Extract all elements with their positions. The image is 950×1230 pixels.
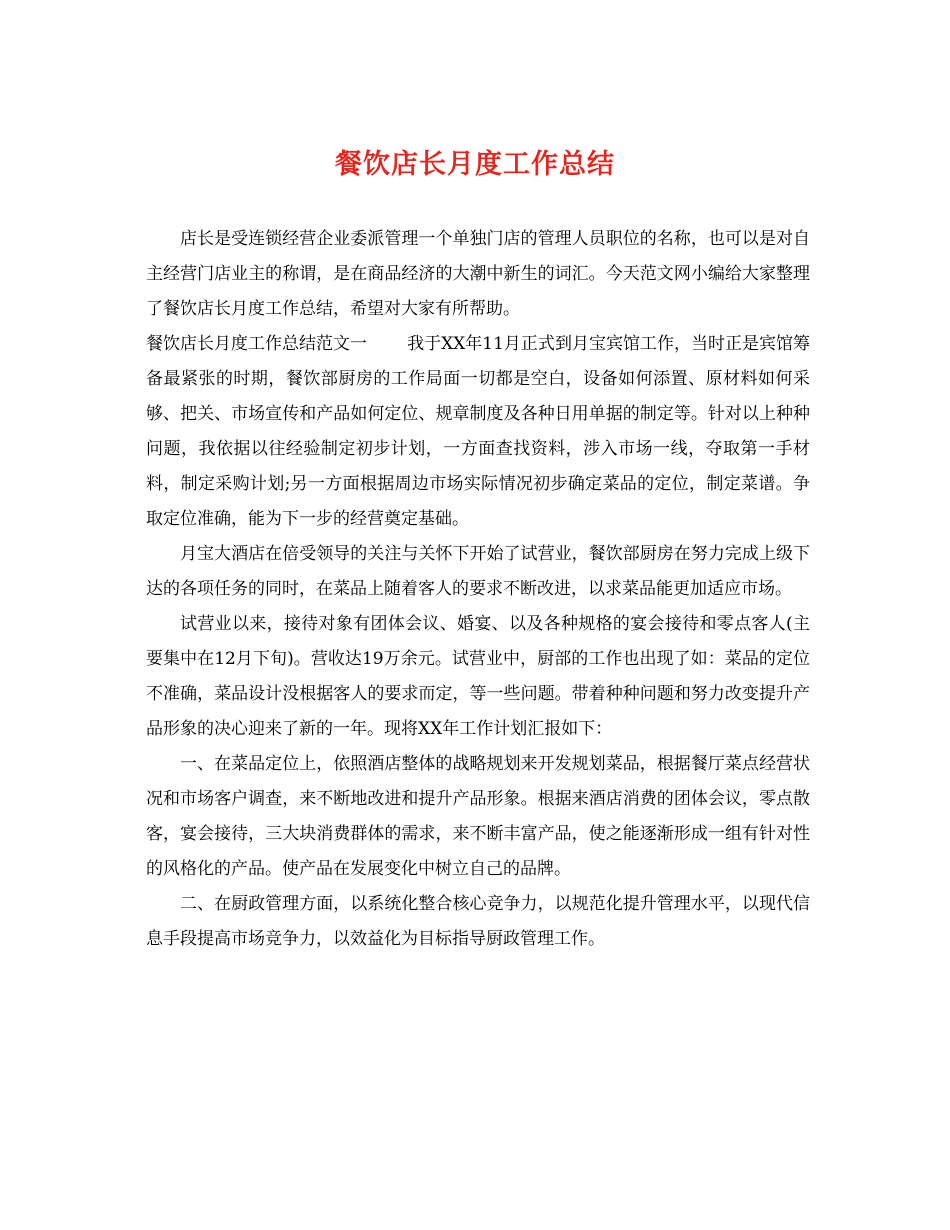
body-paragraph: 月宝大酒店在倍受领导的关注与关怀下开始了试营业，餐饮部厨房在努力完成上级下达的各项任务的同时，在菜品上随着客人的要求不断改进，以求菜品能更加适应市场。 <box>146 544 810 599</box>
document-title: 餐饮店长月度工作总结 <box>335 149 615 180</box>
body-paragraph: 试营业以来，接待对象有团体会议、婚宴、以及各种规格的宴会接待和零点客人(主要集中在12月下旬)。营收达19万余元。试营业中，厨部的工作也出现了如：菜品的定位不准确，菜品设计没根据客人的要求而定，等一些问题。带着种种问题和努力改变提升产品形象的决心迎来了新的一年。现将XX年工作计划汇报如下： <box>146 614 810 739</box>
body-paragraph: 一、在菜品定位上，依照酒店整体的战略规划来开发规划菜品，根据餐厅菜点经营状况和市场客户调查，来不断地改进和提升产品形象。根据来酒店消费的团体会议，零点散客，宴会接待，三大块消费群体的需求，来不断丰富产品，使之能逐渐形成一组有针对性的风格化的产品。使产品在发展变化中树立自己的品牌。 <box>146 754 810 879</box>
section-paragraph <box>146 327 810 537</box>
intro-paragraph: 店长是受连锁经营企业委派管理一个单独门店的管理人员职位的名称，也可以是对自主经营门店业主的称谓，是在商品经济的大潮中新生的词汇。今天范文网小编给大家整理了餐饮店长月度工作总结，希望对大家有所帮助。 <box>146 229 810 319</box>
section-opening-text: 我于XX年11月正式到月宝宾馆工作，当时正是宾馆筹备最紧张的时期，餐饮部厨房的工作局面一切都是空白，设备如何添置、原材料如何采够、把关、市场宣传和产品如何定位、规章制度及各种日用单据的制定等。针对以上种种问题，我依据以往经验制定初步计划，一方面查找资料，涉入市场一线，夺取第一手材料，制定采购计划;另一方面根据周边市场实际情况初步确定菜品的定位，制定菜谱。争取定位准确，能为下一步的经营奠定基础。 <box>146 334 810 529</box>
document-body <box>146 222 810 957</box>
body-paragraph: 二、在厨政管理方面，以系统化整合核心竞争力，以规范化提升管理水平，以现代信息手段提高市场竞争力，以效益化为目标指导厨政管理工作。 <box>146 894 810 949</box>
section-heading: 餐饮店长月度工作总结范文一 <box>146 334 368 354</box>
